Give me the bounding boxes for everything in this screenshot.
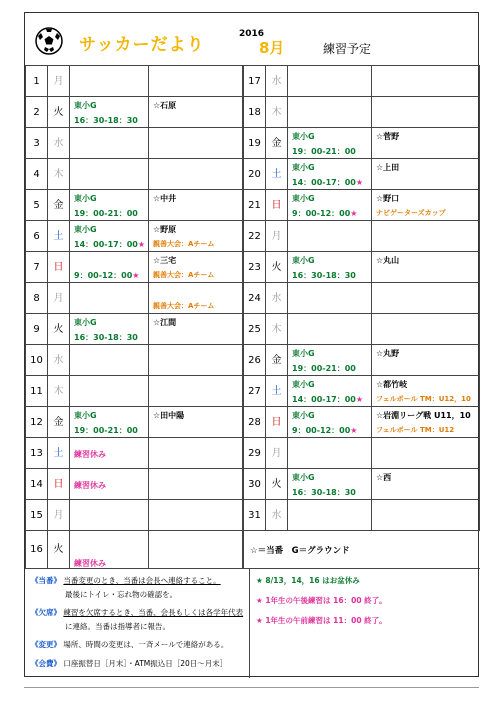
header bbox=[25, 13, 478, 65]
duty-cell bbox=[371, 189, 480, 220]
practice-cell bbox=[69, 344, 148, 375]
star-icon: ★ bbox=[350, 426, 358, 435]
duty-cell bbox=[371, 375, 480, 406]
calendar-row bbox=[25, 375, 243, 406]
duty-cell bbox=[148, 220, 243, 251]
duty-cell bbox=[148, 375, 243, 406]
day-number: 19 bbox=[243, 127, 265, 158]
practice-cell bbox=[69, 375, 148, 406]
calendar-row bbox=[25, 251, 243, 282]
day-of-week: 火 bbox=[265, 251, 287, 282]
practice-time bbox=[74, 208, 138, 219]
duty-name: ☆岩淵リーグ戦 U11，10 bbox=[376, 411, 471, 420]
duty-cell bbox=[371, 96, 480, 127]
duty-cell bbox=[148, 158, 243, 189]
note-key: 《欠席》 bbox=[31, 608, 61, 617]
duty-cell bbox=[148, 127, 243, 158]
duty-name: ☆上田 bbox=[376, 163, 400, 172]
practice-cell bbox=[287, 220, 371, 251]
practice-time bbox=[74, 270, 139, 281]
duty-cell bbox=[148, 437, 243, 468]
duty-cell bbox=[148, 65, 243, 96]
duty-cell bbox=[148, 251, 243, 282]
calendar-row bbox=[243, 499, 480, 530]
calendar-row bbox=[243, 313, 480, 344]
day-of-week: 火 bbox=[265, 468, 287, 499]
calendar-row bbox=[243, 282, 480, 313]
day-of-week: 火 bbox=[47, 530, 69, 568]
practice-time-text: 14：00-17：00 bbox=[292, 178, 356, 187]
event-label: ナビゲーターズカップ bbox=[376, 209, 446, 217]
duty-cell bbox=[371, 499, 480, 530]
day-of-week: 土 bbox=[265, 375, 287, 406]
duty-name: ☆田中陽 bbox=[153, 411, 185, 420]
day-number: 14 bbox=[25, 468, 47, 499]
note-duty-2: 最後にトイレ・忘れ物の確認を。 bbox=[65, 590, 178, 599]
duty-cell bbox=[371, 220, 480, 251]
practice-time bbox=[292, 177, 363, 188]
ground-label: 東小G bbox=[292, 256, 315, 265]
calendar-row bbox=[25, 96, 243, 127]
practice-time-text: 14：00-17：00 bbox=[74, 240, 138, 249]
practice-time-text: 19：00-21：00 bbox=[74, 209, 138, 218]
rest-label: 練習休み bbox=[74, 450, 106, 459]
day-number: 17 bbox=[243, 65, 265, 96]
rest-label: 練習休み bbox=[74, 559, 106, 568]
day-number: 7 bbox=[25, 251, 47, 282]
practice-cell bbox=[287, 499, 371, 530]
day-of-week: 水 bbox=[47, 344, 69, 375]
practice-cell bbox=[69, 189, 148, 220]
day-number: 28 bbox=[243, 406, 265, 437]
day-number: 6 bbox=[25, 220, 47, 251]
event-label: 親善大会：Aチーム bbox=[153, 271, 215, 279]
day-of-week: 日 bbox=[265, 189, 287, 220]
calendar-row bbox=[243, 65, 480, 96]
day-of-week: 月 bbox=[265, 220, 287, 251]
duty-name: ☆丸野 bbox=[376, 349, 400, 358]
day-of-week: 月 bbox=[47, 499, 69, 530]
day-number: 27 bbox=[243, 375, 265, 406]
duty-cell bbox=[371, 313, 480, 344]
day-number: 4 bbox=[25, 158, 47, 189]
note-duty bbox=[31, 575, 221, 586]
duty-cell bbox=[148, 406, 243, 437]
calendar-row bbox=[243, 406, 480, 437]
calendar-row bbox=[25, 468, 243, 499]
note-absence bbox=[31, 607, 243, 618]
duty-cell bbox=[371, 282, 480, 313]
practice-cell bbox=[69, 65, 148, 96]
duty-name: ☆三宅 bbox=[153, 256, 177, 265]
star-icon: ★ bbox=[355, 395, 364, 404]
day-of-week: 土 bbox=[47, 220, 69, 251]
note-text: 場所、時間の変更は、一斉メールで連絡がある。 bbox=[63, 640, 229, 649]
duty-name: ☆野口 bbox=[376, 194, 400, 203]
duty-name: ☆石原 bbox=[153, 101, 177, 110]
calendar-row bbox=[25, 406, 243, 437]
day-number: 24 bbox=[243, 282, 265, 313]
calendar-row bbox=[25, 127, 243, 158]
practice-cell bbox=[287, 375, 371, 406]
day-number: 31 bbox=[243, 499, 265, 530]
practice-cell bbox=[287, 344, 371, 375]
ground-label: 東小G bbox=[74, 194, 97, 203]
day-of-week: 金 bbox=[265, 127, 287, 158]
note-text: 練習を欠席するとき、当番、会長もしくは各学年代表 bbox=[63, 608, 244, 617]
practice-time-text: 19：00-21：00 bbox=[292, 147, 356, 156]
day-number: 23 bbox=[243, 251, 265, 282]
star-icon: ★ bbox=[350, 209, 358, 218]
practice-cell bbox=[69, 313, 148, 344]
day-of-week: 日 bbox=[265, 406, 287, 437]
note-key: 《当番》 bbox=[31, 576, 61, 585]
duty-cell bbox=[148, 313, 243, 344]
star-icon: ★ bbox=[355, 178, 364, 187]
day-number: 11 bbox=[25, 375, 47, 406]
day-number: 30 bbox=[243, 468, 265, 499]
practice-cell bbox=[69, 251, 148, 282]
practice-cell bbox=[287, 282, 371, 313]
duty-cell bbox=[371, 344, 480, 375]
calendar-row bbox=[25, 437, 243, 468]
day-of-week: 土 bbox=[265, 158, 287, 189]
legend: ☆＝当番 G＝グラウンド bbox=[250, 546, 350, 556]
day-number: 9 bbox=[25, 313, 47, 344]
duty-cell bbox=[148, 468, 243, 499]
note-obon: ★ 8/13，14，16 はお盆休み bbox=[256, 576, 360, 585]
event-label: 親善大会：Aチーム bbox=[153, 240, 215, 248]
calendar-row bbox=[243, 437, 480, 468]
note-fee bbox=[31, 658, 227, 669]
day-of-week: 月 bbox=[47, 65, 69, 96]
duty-cell bbox=[148, 282, 243, 313]
practice-time-text: 16：30-18：30 bbox=[292, 271, 356, 280]
practice-time-text: 9：00-12：00 bbox=[74, 271, 133, 280]
practice-time bbox=[292, 425, 357, 436]
day-of-week: 火 bbox=[47, 96, 69, 127]
practice-time bbox=[292, 394, 363, 405]
calendar-row bbox=[243, 220, 480, 251]
calendar-row bbox=[243, 468, 480, 499]
duty-cell bbox=[148, 499, 243, 530]
ground-label: 東小G bbox=[74, 318, 97, 327]
day-number: 25 bbox=[243, 313, 265, 344]
ground-label: 東小G bbox=[292, 411, 315, 420]
practice-time-text: 14：00-17：00 bbox=[292, 395, 356, 404]
duty-cell bbox=[371, 406, 480, 437]
practice-time-text: 19：00-21：00 bbox=[74, 426, 138, 435]
practice-cell bbox=[287, 251, 371, 282]
duty-cell bbox=[371, 127, 480, 158]
day-of-week: 金 bbox=[47, 189, 69, 220]
duty-cell bbox=[148, 189, 243, 220]
day-of-week: 水 bbox=[47, 127, 69, 158]
day-of-week: 月 bbox=[47, 282, 69, 313]
duty-name: ☆菅野 bbox=[376, 132, 400, 141]
practice-time bbox=[74, 332, 138, 343]
practice-time-text: 9：00-12：00 bbox=[292, 426, 351, 435]
practice-time-text: 16：30-18：30 bbox=[74, 116, 138, 125]
duty-cell bbox=[371, 65, 480, 96]
day-of-week: 水 bbox=[265, 499, 287, 530]
note-first-grade-am: ★ 1年生の午前練習は 11：00 終了。 bbox=[256, 616, 387, 625]
year-label: 2016 bbox=[239, 29, 265, 39]
day-number: 13 bbox=[25, 437, 47, 468]
practice-cell bbox=[69, 530, 148, 568]
day-of-week: 水 bbox=[265, 65, 287, 96]
practice-time bbox=[292, 208, 357, 219]
calendar-row bbox=[243, 96, 480, 127]
duty-name: ☆野原 bbox=[153, 225, 177, 234]
day-number: 3 bbox=[25, 127, 47, 158]
notes-right bbox=[250, 568, 480, 678]
practice-time bbox=[292, 270, 356, 281]
practice-cell bbox=[287, 96, 371, 127]
practice-time bbox=[292, 363, 356, 374]
note-text: 当番変更のとき、当番は会長へ連絡すること。 bbox=[63, 576, 221, 585]
calendar-row bbox=[243, 158, 480, 189]
event-label: 親善大会：Aチーム bbox=[153, 302, 215, 310]
duty-cell bbox=[148, 344, 243, 375]
day-of-week: 月 bbox=[265, 437, 287, 468]
day-number: 10 bbox=[25, 344, 47, 375]
duty-name: ☆都竹岐 bbox=[376, 380, 408, 389]
practice-cell bbox=[69, 158, 148, 189]
practice-cell bbox=[287, 127, 371, 158]
day-of-week: 木 bbox=[47, 375, 69, 406]
duty-name: ☆中井 bbox=[153, 194, 177, 203]
calendar-row bbox=[25, 344, 243, 375]
page-subtitle: 練習予定 bbox=[323, 42, 372, 56]
practice-time-text: 9：00-12：00 bbox=[292, 209, 351, 218]
day-number: 16 bbox=[25, 530, 47, 568]
event-label: フェルボール TM：U12，10 bbox=[376, 395, 471, 403]
day-number: 20 bbox=[243, 158, 265, 189]
day-of-week: 木 bbox=[265, 96, 287, 127]
day-number: 22 bbox=[243, 220, 265, 251]
day-number: 2 bbox=[25, 96, 47, 127]
practice-cell bbox=[287, 437, 371, 468]
note-text: 口座振替日［月末］・ATM振込日［20日～月末］ bbox=[63, 659, 228, 668]
practice-cell bbox=[69, 96, 148, 127]
day-of-week: 火 bbox=[47, 313, 69, 344]
ground-label: 東小G bbox=[292, 380, 315, 389]
day-number: 26 bbox=[243, 344, 265, 375]
day-number: 29 bbox=[243, 437, 265, 468]
practice-cell bbox=[69, 499, 148, 530]
practice-time bbox=[74, 115, 138, 126]
day-number: 5 bbox=[25, 189, 47, 220]
calendar-row bbox=[243, 127, 480, 158]
practice-cell bbox=[287, 406, 371, 437]
practice-cell bbox=[69, 220, 148, 251]
duty-cell bbox=[371, 437, 480, 468]
calendar-row bbox=[25, 282, 243, 313]
calendar-row bbox=[25, 189, 243, 220]
note-key: 《会費》 bbox=[31, 659, 61, 668]
calendar-row bbox=[243, 251, 480, 282]
day-of-week: 日 bbox=[47, 251, 69, 282]
note-key: 《変更》 bbox=[31, 640, 61, 649]
calendar-row bbox=[25, 499, 243, 530]
day-number: 15 bbox=[25, 499, 47, 530]
star-icon: ★ bbox=[137, 240, 146, 249]
practice-time-text: 16：30-18：30 bbox=[74, 333, 138, 342]
practice-cell bbox=[69, 282, 148, 313]
ground-label: 東小G bbox=[74, 225, 97, 234]
ground-label: 東小G bbox=[292, 132, 315, 141]
day-of-week: 土 bbox=[47, 437, 69, 468]
month-label: 8月 bbox=[259, 39, 285, 57]
day-of-week: 金 bbox=[47, 406, 69, 437]
duty-cell bbox=[371, 251, 480, 282]
duty-name: ☆西 bbox=[376, 473, 392, 482]
notes-left bbox=[25, 568, 250, 678]
newsletter-title: サッカーだより bbox=[79, 35, 205, 55]
practice-time bbox=[74, 425, 138, 436]
duty-cell bbox=[148, 96, 243, 127]
day-of-week: 木 bbox=[47, 158, 69, 189]
event-label: フェルボール TM：U12 bbox=[376, 426, 455, 434]
practice-time bbox=[292, 146, 356, 157]
calendar-row bbox=[25, 313, 243, 344]
page-divider bbox=[24, 687, 479, 688]
practice-cell bbox=[69, 437, 148, 468]
calendar-row bbox=[25, 220, 243, 251]
duty-name: ☆丸山 bbox=[376, 256, 400, 265]
calendar-row bbox=[243, 344, 480, 375]
practice-time bbox=[74, 239, 145, 250]
practice-cell bbox=[69, 127, 148, 158]
day-number: 18 bbox=[243, 96, 265, 127]
ground-label: 東小G bbox=[292, 349, 315, 358]
day-of-week: 木 bbox=[265, 313, 287, 344]
practice-time-text: 16：30-18：30 bbox=[292, 488, 356, 497]
note-first-grade-pm: ★ 1年生の午後練習は 16：00 終了。 bbox=[256, 596, 387, 605]
rest-label: 練習休み bbox=[74, 481, 106, 490]
calendar-row bbox=[243, 375, 480, 406]
practice-cell bbox=[287, 158, 371, 189]
day-number: 12 bbox=[25, 406, 47, 437]
calendar-row bbox=[25, 158, 243, 189]
day-number: 21 bbox=[243, 189, 265, 220]
practice-time bbox=[292, 487, 356, 498]
note-absence-2: に連絡。当番は指導者に報告。 bbox=[65, 622, 170, 631]
practice-cell bbox=[287, 65, 371, 96]
practice-time-text: 19：00-21：00 bbox=[292, 364, 356, 373]
ground-label: 東小G bbox=[292, 163, 315, 172]
calendar-row bbox=[243, 189, 480, 220]
practice-cell bbox=[69, 468, 148, 499]
day-of-week: 日 bbox=[47, 468, 69, 499]
calendar-row bbox=[25, 530, 243, 568]
practice-cell bbox=[287, 313, 371, 344]
duty-name: ☆江間 bbox=[153, 318, 177, 327]
ground-label: 東小G bbox=[74, 101, 97, 110]
schedule-sheet bbox=[24, 12, 479, 677]
ground-label: 東小G bbox=[292, 194, 315, 203]
ground-label: 東小G bbox=[292, 473, 315, 482]
soccer-ball-icon bbox=[35, 27, 63, 55]
calendar-row bbox=[25, 65, 243, 96]
day-of-week: 金 bbox=[265, 344, 287, 375]
day-number: 1 bbox=[25, 65, 47, 96]
duty-cell bbox=[371, 468, 480, 499]
practice-cell bbox=[287, 468, 371, 499]
duty-cell bbox=[148, 530, 243, 568]
star-icon: ★ bbox=[132, 271, 140, 280]
duty-cell bbox=[371, 158, 480, 189]
note-change bbox=[31, 639, 228, 650]
practice-cell bbox=[69, 406, 148, 437]
ground-label: 東小G bbox=[74, 411, 97, 420]
practice-cell bbox=[287, 189, 371, 220]
day-number: 8 bbox=[25, 282, 47, 313]
day-of-week: 水 bbox=[265, 282, 287, 313]
